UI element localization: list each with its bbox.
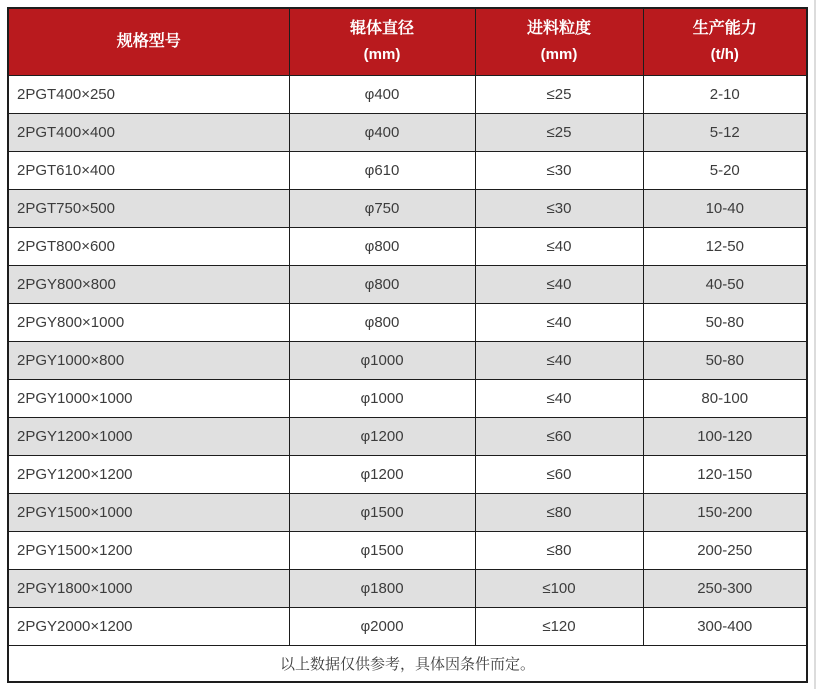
table-row — [8, 493, 807, 531]
header-feed-size-unit: (mm) — [540, 45, 578, 63]
table-row — [8, 75, 807, 113]
cell-capacity: 100-120 — [643, 417, 807, 455]
cell-model: 2PGY800×1000 — [8, 303, 289, 341]
cell-diameter: φ1000 — [289, 341, 475, 379]
cell-diameter: φ800 — [289, 227, 475, 265]
cell-model: 2PGT610×400 — [8, 151, 289, 189]
cell-feed-size: ≤80 — [475, 531, 643, 569]
cell-model: 2PGT750×500 — [8, 189, 289, 227]
table-row — [8, 303, 807, 341]
header-diameter-label: 辊体直径 — [349, 19, 414, 37]
cell-capacity: 2-10 — [643, 75, 807, 113]
cell-model: 2PGT400×400 — [8, 113, 289, 151]
cell-feed-size: ≤80 — [475, 493, 643, 531]
cell-feed-size: ≤40 — [475, 265, 643, 303]
cell-model: 2PGY1800×1000 — [8, 569, 289, 607]
cell-capacity: 250-300 — [643, 569, 807, 607]
cell-feed-size: ≤60 — [475, 455, 643, 493]
table-row — [8, 341, 807, 379]
header-model-label: 规格型号 — [116, 32, 181, 50]
cell-feed-size: ≤120 — [475, 607, 643, 645]
header-feed-size — [475, 8, 643, 75]
cell-capacity: 50-80 — [643, 303, 807, 341]
cell-capacity: 5-12 — [643, 113, 807, 151]
cell-diameter: φ1800 — [289, 569, 475, 607]
cell-diameter: φ1000 — [289, 379, 475, 417]
cell-diameter: φ1200 — [289, 417, 475, 455]
cell-model: 2PGY1000×1000 — [8, 379, 289, 417]
header-row — [8, 8, 807, 75]
table-header — [8, 8, 807, 75]
cell-diameter: φ1500 — [289, 493, 475, 531]
table-row — [8, 455, 807, 493]
table-row — [8, 531, 807, 569]
cell-feed-size: ≤60 — [475, 417, 643, 455]
cell-diameter: φ800 — [289, 303, 475, 341]
cell-feed-size: ≤40 — [475, 379, 643, 417]
cell-capacity: 300-400 — [643, 607, 807, 645]
table-body — [8, 75, 807, 645]
cell-capacity: 50-80 — [643, 341, 807, 379]
header-model — [8, 8, 289, 75]
cell-feed-size: ≤40 — [475, 303, 643, 341]
table-footer — [8, 645, 807, 682]
table-row — [8, 607, 807, 645]
cell-model: 2PGY1200×1000 — [8, 417, 289, 455]
cell-model: 2PGY1200×1200 — [8, 455, 289, 493]
header-feed-size-label: 进料粒度 — [526, 19, 591, 37]
cell-feed-size: ≤25 — [475, 75, 643, 113]
table-row — [8, 569, 807, 607]
cell-feed-size: ≤100 — [475, 569, 643, 607]
cell-model: 2PGY1500×1000 — [8, 493, 289, 531]
cell-model: 2PGY800×800 — [8, 265, 289, 303]
table-row — [8, 151, 807, 189]
cell-feed-size: ≤25 — [475, 113, 643, 151]
cell-model: 2PGT800×600 — [8, 227, 289, 265]
cell-diameter: φ1200 — [289, 455, 475, 493]
header-diameter — [289, 8, 475, 75]
table-row — [8, 227, 807, 265]
cell-capacity: 80-100 — [643, 379, 807, 417]
cell-diameter: φ400 — [289, 113, 475, 151]
cell-model: 2PGT400×250 — [8, 75, 289, 113]
table-row — [8, 189, 807, 227]
cell-model: 2PGY2000×1200 — [8, 607, 289, 645]
cell-capacity: 40-50 — [643, 265, 807, 303]
cell-feed-size: ≤30 — [475, 151, 643, 189]
cell-diameter: φ1500 — [289, 531, 475, 569]
cell-capacity: 10-40 — [643, 189, 807, 227]
header-capacity-unit: (t/h) — [710, 45, 739, 63]
header-diameter-unit: (mm) — [363, 45, 401, 63]
footer-row — [8, 645, 807, 682]
cell-feed-size: ≤40 — [475, 227, 643, 265]
header-capacity — [643, 8, 807, 75]
spec-table — [7, 7, 808, 683]
cell-feed-size: ≤30 — [475, 189, 643, 227]
cell-capacity: 5-20 — [643, 151, 807, 189]
header-capacity-label: 生产能力 — [692, 19, 757, 37]
cell-model: 2PGY1500×1200 — [8, 531, 289, 569]
cell-diameter: φ750 — [289, 189, 475, 227]
cell-diameter: φ610 — [289, 151, 475, 189]
cell-diameter: φ400 — [289, 75, 475, 113]
cell-capacity: 120-150 — [643, 455, 807, 493]
cell-capacity: 12-50 — [643, 227, 807, 265]
cell-capacity: 150-200 — [643, 493, 807, 531]
footer-note: 以上数据仅供参考，具体因条件而定。 — [8, 645, 807, 682]
cell-model: 2PGY1000×800 — [8, 341, 289, 379]
cell-diameter: φ2000 — [289, 607, 475, 645]
cell-capacity: 200-250 — [643, 531, 807, 569]
cell-diameter: φ800 — [289, 265, 475, 303]
table-row — [8, 265, 807, 303]
table-row — [8, 417, 807, 455]
cell-feed-size: ≤40 — [475, 341, 643, 379]
table-row — [8, 379, 807, 417]
table-row — [8, 113, 807, 151]
